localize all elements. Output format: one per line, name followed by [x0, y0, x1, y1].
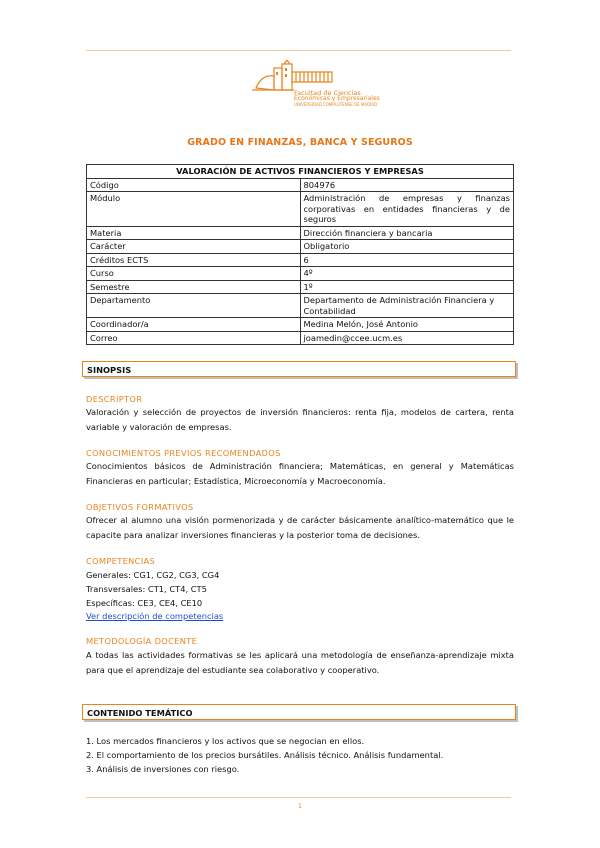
table-row — [87, 267, 514, 281]
metodologia-text: A todas las actividades formativas se les aplicará una metodología de enseñanza-aprendizaje mixta para que el aprendizaje del estudiante sea colaborativo y cooperativo. — [86, 650, 514, 675]
table-row — [87, 280, 514, 294]
objetivos-text: Ofrecer al alumno una visión pormenorizada y de carácter básicamente analítico-matemático que le capacite para analizar inversiones financieras y la posterior toma de decisiones. — [86, 515, 514, 540]
header-rule — [86, 50, 511, 51]
row-key: Créditos ECTS — [87, 253, 301, 267]
list-item: 1. Los mercados financieros y los activos que se negocian en ellos. — [86, 736, 365, 746]
table-row — [87, 226, 514, 240]
email-value: joamedin@ccee.ucm.es — [300, 331, 514, 345]
table-row — [87, 192, 514, 227]
row-value: 804976 — [300, 178, 514, 192]
row-key: Curso — [87, 267, 301, 281]
logo-line: UNIVERSIDAD COMPLUTENSE DE MADRID — [294, 102, 378, 107]
degree-title: GRADO EN FINANZAS, BANCA Y SEGUROS — [187, 137, 413, 148]
table-header-row — [87, 165, 514, 179]
table-row — [87, 318, 514, 332]
course-title: VALORACIÓN DE ACTIVOS FINANCIEROS Y EMPRESAS — [87, 165, 514, 179]
faculty-logo-text — [294, 90, 380, 108]
competencias-generales: Generales: CG1, CG2, CG3, CG4 — [86, 570, 220, 580]
row-value: 1º — [300, 280, 514, 294]
list-item: 2. El comportamiento de los precios bursátiles. Análisis técnico. Análisis fundamental. — [86, 750, 444, 760]
row-value: 6 — [300, 253, 514, 267]
row-key: Módulo — [87, 192, 301, 227]
row-key: Materia — [87, 226, 301, 240]
conocimientos-text: Conocimientos básicos de Administración financiera; Matemáticas, en general y Matemáticas Financieras en particular; Estadística, Microeconomía y Macroeconomía. — [86, 461, 514, 486]
competencias-heading: COMPETENCIAS — [86, 556, 156, 566]
table-row — [87, 331, 514, 345]
table-row — [87, 253, 514, 267]
logo-line: Económicas y Empresariales — [294, 95, 380, 102]
objetivos-heading: OBJETIVOS FORMATIVOS — [86, 502, 194, 512]
row-key: Departamento — [87, 294, 301, 318]
metodologia-heading: METODOLOGÍA DOCENTE — [86, 636, 198, 646]
table-row — [87, 294, 514, 318]
row-value: Dirección financiera y bancaria — [300, 226, 514, 240]
section-header-sinopsis: SINOPSIS — [82, 361, 516, 377]
descriptor-text: Valoración y selección de proyectos de inversión financieros: renta fija, modelos de cartera, renta variable y valoración de empresas. — [86, 407, 514, 432]
footer-rule — [86, 797, 511, 798]
row-key: Semestre — [87, 280, 301, 294]
competencias-link[interactable]: Ver descripción de competencias — [86, 611, 224, 621]
row-key: Coordinador/a — [87, 318, 301, 332]
page-number: 1 — [297, 802, 303, 810]
logo-line: Facultad de Ciencias — [294, 89, 361, 97]
row-value: Departamento de Administración Financiera y Contabilidad — [300, 294, 514, 318]
section-header-contenido: CONTENIDO TEMÁTICO — [82, 704, 516, 720]
row-value: Obligatorio — [300, 240, 514, 254]
row-key: Correo — [87, 331, 301, 345]
competencias-especificas: Específicas: CE3, CE4, CE10 — [86, 598, 203, 608]
row-value: Medina Melón, José Antonio — [300, 318, 514, 332]
table-row — [87, 240, 514, 254]
row-key: Carácter — [87, 240, 301, 254]
list-item: 3. Análisis de inversiones con riesgo. — [86, 764, 240, 774]
row-key: Código — [87, 178, 301, 192]
row-value: Administración de empresas y finanzas corporativas en entidades financieras y de seguros — [300, 192, 514, 227]
table-row — [87, 178, 514, 192]
course-info-table — [86, 164, 514, 345]
conocimientos-heading: CONOCIMIENTOS PREVIOS RECOMENDADOS — [86, 448, 281, 458]
row-value: 4º — [300, 267, 514, 281]
descriptor-heading: DESCRIPTOR — [86, 394, 143, 404]
competencias-transversales: Transversales: CT1, CT4, CT5 — [86, 584, 207, 594]
